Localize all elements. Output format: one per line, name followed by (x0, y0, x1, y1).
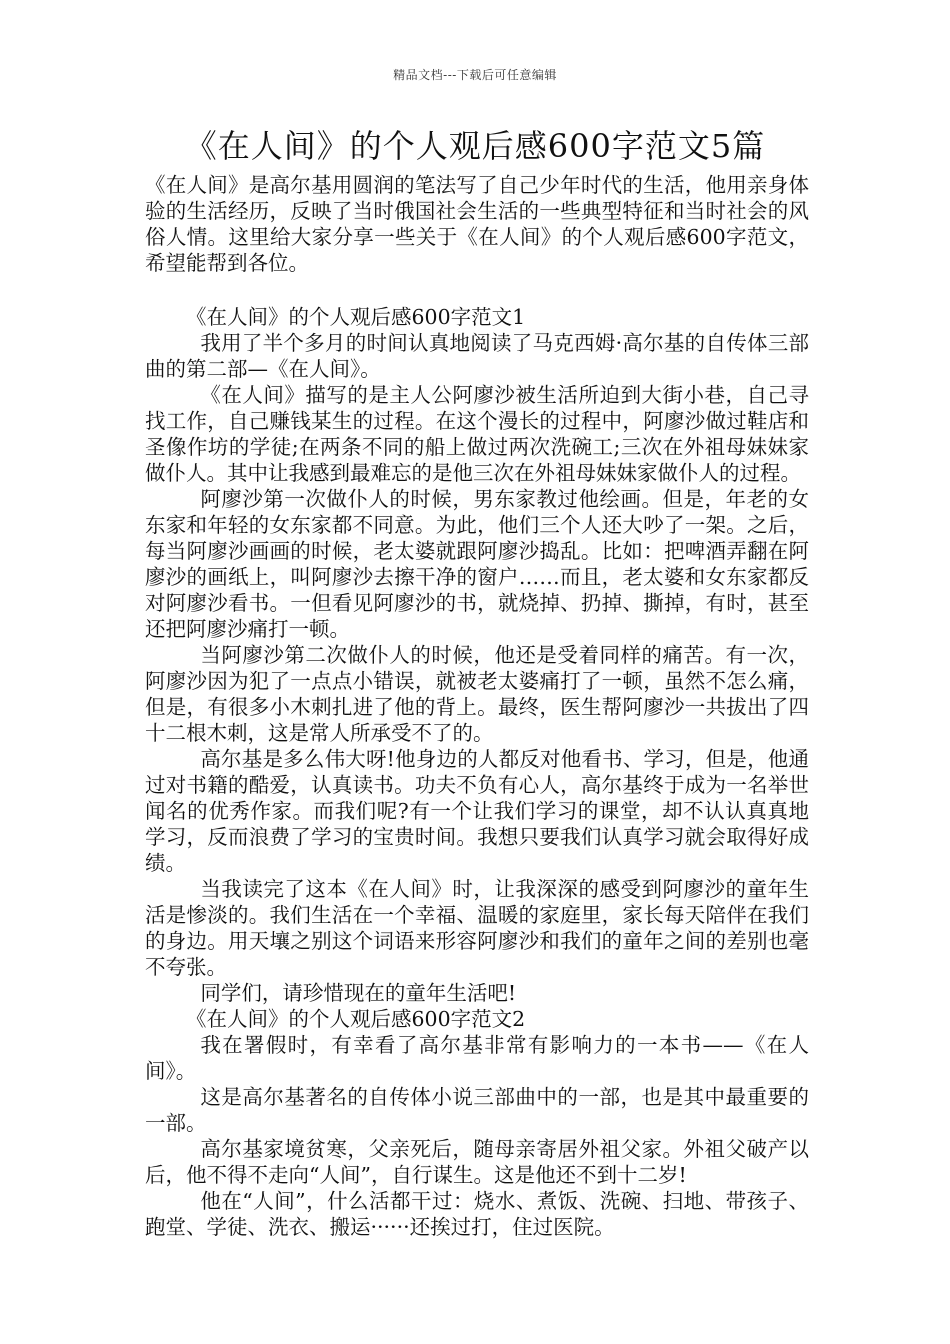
body-paragraph: 同学们，请珍惜现在的童年生活吧! (200, 981, 517, 1005)
header-note: 精品文档---下载后可任意编辑 (393, 68, 557, 82)
body-paragraph: 我用了半个多月的时间认真地阅读了马克西姆·高尔基的自传体三部曲的第二部—《在人间》。 (145, 331, 809, 381)
body-paragraph: 阿廖沙第一次做仆人的时候，男东家教过他绘画。但是，年老的女东家和年轻的女东家都不同意。为此，他们三个人还大吵了一架。之后，每当阿廖沙画画的时候，老太婆就跟阿廖沙捣乱。比如：把啤酒弄翻在阿廖沙的画纸上，叫阿廖沙去擦干净的窗户……而且，老太婆和女东家都反对阿廖沙看书。一但看见阿廖沙的书，就烧掉、扔掉、撕掉，有时，甚至还把阿廖沙痛打一顿。 (145, 487, 809, 641)
document-body (145, 172, 809, 1240)
intro-paragraph: 《在人间》是高尔基用圆润的笔法写了自己少年时代的生活，他用亲身体验的生活经历，反映了当时俄国社会生活的一些典型特征和当时社会的风俗人情。这里给大家分享一些关于《在人间》的个人观后感600字范文，希望能帮到各位。 (145, 173, 809, 275)
document-title: 《在人间》的个人观后感600字范文5篇 (184, 127, 766, 165)
body-paragraph: 当阿廖沙第二次做仆人的时候，他还是受着同样的痛苦。有一次，阿廖沙因为犯了一点点小错误，就被老太婆痛打了一顿，虽然不怎么痛，但是，有很多小木刺扎进了他的背上。最终，医生帮阿廖沙一共拔出了四十二根木刺，这是常人所承受不了的。 (145, 643, 809, 745)
body-paragraph: 高尔基是多么伟大呀!他身边的人都反对他看书、学习，但是，他通过对书籍的酷爱，认真读书。功夫不负有心人，高尔基终于成为一名举世闻名的优秀作家。而我们呢?有一个让我们学习的课堂，却不认认真真地学习，反而浪费了学习的宝贵时间。我想只要我们认真学习就会取得好成绩。 (145, 747, 809, 875)
section-heading: 《在人间》的个人观后感600字范文2 (186, 1007, 526, 1031)
section-heading: 《在人间》的个人观后感600字范文1 (186, 305, 526, 329)
body-paragraph: 当我读完了这本《在人间》时，让我深深的感受到阿廖沙的童年生活是惨淡的。我们生活在一个幸福、温暖的家庭里，家长每天陪伴在我们的身边。用天壤之别这个词语来形容阿廖沙和我们的童年之间的差别也毫不夸张。 (145, 877, 809, 979)
paragraph-gap (145, 276, 809, 304)
body-paragraph: 我在署假时，有幸看了高尔基非常有影响力的一本书——《在人间》。 (145, 1033, 809, 1083)
body-paragraph: 《在人间》描写的是主人公阿廖沙被生活所迫到大街小巷，自己寻找工作，自己赚钱某生的过程。在这个漫长的过程中，阿廖沙做过鞋店和圣像作坊的学徒;在两条不同的船上做过两次洗碗工;三次在外祖母妹妹家做仆人。其中让我感到最难忘的是他三次在外祖母妹妹家做仆人的过程。 (145, 383, 809, 485)
body-paragraph: 他在“人间”，什么活都干过：烧水、煮饭、洗碗、扫地、带孩子、跑堂、学徒、洗衣、搬运······还挨过打，住过医院。 (145, 1189, 809, 1239)
body-paragraph: 高尔基家境贫寒，父亲死后，随母亲寄居外祖父家。外祖父破产以后，他不得不走向“人间”，自行谋生。这是他还不到十二岁! (145, 1137, 809, 1187)
body-paragraph: 这是高尔基著名的自传体小说三部曲中的一部，也是其中最重要的一部。 (145, 1085, 809, 1135)
